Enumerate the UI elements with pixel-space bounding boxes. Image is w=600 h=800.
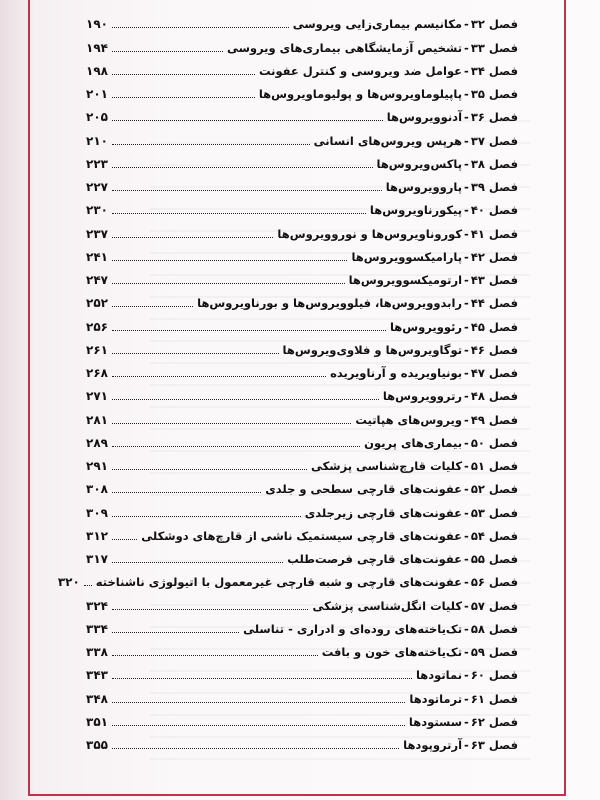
chapter-label: فصل ۴۰ (470, 203, 518, 218)
separator-dash: - (464, 668, 469, 683)
chapter-label: فصل ۵۸ (470, 621, 518, 636)
chapter-label: فصل ۵۳ (470, 505, 518, 520)
toc-row (86, 543, 518, 566)
page-number: ۳۰۸ (86, 482, 108, 497)
dot-leader (112, 561, 283, 563)
separator-dash: - (464, 17, 469, 32)
separator-dash: - (464, 63, 469, 78)
dot-leader (112, 515, 301, 517)
chapter-label: فصل ۴۹ (470, 412, 518, 427)
chapter-label: فصل ۵۲ (470, 482, 518, 497)
toc-row (86, 148, 518, 171)
toc-row (86, 380, 518, 403)
separator-dash: - (464, 40, 469, 55)
page-number: ۳۱۲ (86, 528, 108, 543)
page-number: ۲۹۱ (86, 459, 108, 473)
dot-leader (112, 143, 310, 145)
separator-dash: - (464, 319, 469, 334)
dot-leader (112, 189, 382, 191)
separator-dash: - (464, 203, 469, 218)
separator-dash: - (464, 598, 469, 613)
dot-leader (112, 422, 351, 424)
chapter-label: فصل ۵۴ (470, 528, 518, 543)
page-number: ۳۳۸ (86, 645, 108, 659)
chapter-title: عوامل ضد ویروسی و کنترل عفونت (258, 63, 463, 78)
page-number: ۲۳۰ (86, 203, 108, 218)
toc-row (86, 729, 518, 752)
page-number: ۳۴۳ (86, 668, 108, 683)
separator-dash: - (464, 714, 469, 729)
separator-dash: - (464, 133, 469, 148)
toc-row (86, 473, 518, 496)
page-number: ۲۳۷ (86, 226, 108, 241)
toc-row (86, 78, 518, 101)
toc-row (86, 217, 518, 240)
separator-dash: - (464, 552, 469, 566)
chapter-label: فصل ۴۱ (470, 226, 518, 241)
separator-dash: - (464, 621, 469, 636)
page-number: ۲۴۷ (86, 273, 108, 287)
separator-dash: - (464, 691, 469, 706)
toc-row (86, 310, 518, 333)
toc-row (86, 682, 518, 705)
page-number: ۳۰۹ (86, 505, 108, 520)
chapter-title: کوروناویروس‌ها و نوروویروس‌ها (277, 226, 463, 241)
chapter-title: تشخیص آزمایشگاهی بیماری‌های ویروسی (226, 40, 463, 55)
page-number: ۲۴۱ (86, 249, 108, 264)
page-number: ۳۴۸ (86, 691, 108, 706)
toc-row (86, 194, 518, 217)
dot-leader (112, 654, 318, 656)
toc-row (86, 101, 518, 124)
toc-row (86, 55, 518, 78)
chapter-title: عفونت‌های قارچی زیرجلدی (304, 505, 463, 520)
chapter-label: فصل ۴۸ (470, 389, 518, 404)
page-number: ۳۲۰ (57, 575, 80, 590)
dot-leader (112, 724, 405, 726)
chapter-label: فصل ۵۷ (470, 598, 518, 613)
toc-row (86, 31, 518, 54)
chapter-label: فصل ۴۵ (470, 319, 518, 334)
separator-dash: - (464, 738, 469, 752)
chapter-title: تک‌یاخته‌های روده‌ای و ادراری - تناسلی (243, 621, 463, 636)
chapter-title: عفونت‌های قارچی سطحی و جلدی (265, 482, 463, 497)
page-number: ۲۰۵ (86, 110, 108, 125)
chapter-label: فصل ۶۱ (470, 691, 518, 706)
page-number: ۳۲۴ (86, 598, 108, 613)
toc-row (86, 357, 518, 380)
chapter-title: کلیات انگل‌شناسی پزشکی (312, 598, 463, 613)
chapter-title: پاکس‌ویروس‌ها (376, 156, 463, 171)
page-number: ۱۹۸ (86, 63, 108, 78)
toc-row (86, 124, 518, 147)
toc-row (86, 613, 518, 636)
page-number: ۲۸۹ (86, 435, 108, 450)
chapter-title: ارتومیکسوویروس‌ها (348, 273, 463, 287)
chapter-label: فصل ۴۳ (470, 273, 518, 287)
toc-row (86, 334, 518, 357)
chapter-label: فصل ۳۴ (470, 63, 518, 78)
dot-leader (112, 259, 348, 261)
toc-row (86, 287, 518, 310)
separator-dash: - (464, 575, 469, 590)
chapter-label: فصل ۶۰ (470, 668, 518, 683)
page-number: ۳۳۴ (86, 621, 108, 636)
dot-leader (84, 584, 92, 586)
chapter-label: فصل ۶۲ (470, 714, 518, 729)
dot-leader (112, 212, 366, 214)
chapter-title: پیکورناویروس‌ها (369, 203, 463, 218)
dot-leader (112, 375, 326, 377)
toc-row (86, 171, 518, 194)
table-of-contents (57, 8, 518, 752)
chapter-label: فصل ۶۳ (470, 738, 518, 752)
dot-leader (112, 677, 412, 679)
separator-dash: - (464, 366, 469, 380)
chapter-label: فصل ۴۷ (470, 366, 518, 380)
chapter-title: تک‌یاخته‌های خون و بافت (321, 645, 463, 659)
chapter-title: نماتودها (415, 668, 463, 683)
chapter-label: فصل ۴۲ (470, 249, 518, 264)
dot-leader (112, 329, 386, 331)
chapter-title: عفونت‌های قارچی و شبه قارچی غیرمعمول با اتیولوژی ناشناخته (95, 575, 463, 590)
separator-dash: - (464, 226, 469, 241)
separator-dash: - (464, 459, 469, 473)
dot-leader (112, 631, 239, 633)
page-number: ۲۶۱ (86, 342, 108, 357)
toc-row (86, 427, 518, 450)
separator-dash: - (464, 528, 469, 543)
chapter-label: فصل ۵۱ (470, 459, 518, 473)
separator-dash: - (464, 87, 469, 101)
chapter-label: فصل ۵۶ (470, 575, 518, 590)
chapter-label: فصل ۳۲ (470, 17, 518, 32)
page-number: ۲۵۲ (86, 296, 108, 311)
separator-dash: - (464, 110, 469, 125)
page-number: ۱۹۰ (86, 17, 108, 32)
toc-row (86, 520, 518, 543)
separator-dash: - (464, 296, 469, 311)
separator-dash: - (464, 435, 469, 450)
dot-leader (112, 398, 379, 400)
chapter-label: فصل ۳۷ (470, 133, 518, 148)
chapter-title: ترماتودها (409, 691, 463, 706)
dot-leader (112, 26, 289, 28)
chapter-label: فصل ۴۴ (470, 296, 518, 311)
page-number: ۲۰۱ (86, 87, 108, 101)
chapter-label: فصل ۳۵ (470, 87, 518, 101)
toc-row (86, 403, 518, 426)
toc-row (57, 566, 518, 590)
separator-dash: - (464, 156, 469, 171)
chapter-title: آرتروپودها (403, 738, 463, 752)
dot-leader (112, 608, 309, 610)
separator-dash: - (464, 505, 469, 520)
chapter-title: سستودها (408, 714, 463, 729)
dot-leader (112, 352, 279, 354)
dot-leader (112, 445, 360, 447)
chapter-label: فصل ۴۶ (470, 342, 518, 357)
separator-dash: - (464, 645, 469, 659)
separator-dash: - (464, 273, 469, 287)
dot-leader (112, 305, 193, 307)
chapter-title: رتروویروس‌ها (382, 389, 463, 404)
separator-dash: - (464, 342, 469, 357)
chapter-label: فصل ۳۶ (470, 110, 518, 125)
chapter-title: عفونت‌های قارچی سیستمیک ناشی از قارچ‌های دوشکلی (141, 528, 463, 543)
separator-dash: - (464, 482, 469, 497)
chapter-label: فصل ۵۵ (470, 552, 518, 566)
toc-row (86, 589, 518, 612)
page-number: ۳۵۱ (86, 714, 108, 729)
toc-row (86, 264, 518, 287)
page-number: ۳۵۵ (86, 738, 108, 752)
toc-row (86, 450, 518, 473)
separator-dash: - (464, 249, 469, 264)
page-number: ۲۷۱ (86, 389, 108, 404)
chapter-title: پارامیکسوویروس‌ها (351, 249, 463, 264)
dot-leader (112, 50, 223, 52)
dot-leader (112, 491, 261, 493)
page-number: ۲۲۷ (86, 180, 108, 194)
chapter-label: فصل ۵۰ (470, 435, 518, 450)
chapter-title: بیماری‌های پریون (364, 435, 463, 450)
dot-leader (112, 166, 373, 168)
chapter-title: پاروویروس‌ها (385, 180, 463, 194)
dot-leader (112, 747, 399, 749)
dot-leader (112, 119, 383, 121)
chapter-title: آدنوویروس‌ها (386, 110, 463, 125)
toc-row (86, 636, 518, 659)
chapter-title: توگاویروس‌ها و فلاوی‌ویروس‌ها (282, 342, 463, 357)
chapter-label: فصل ۳۳ (470, 40, 518, 55)
page-number: ۲۵۶ (86, 319, 108, 334)
separator-dash: - (464, 180, 469, 194)
dot-leader (112, 701, 405, 703)
chapter-label: فصل ۳۸ (470, 156, 518, 171)
chapter-title: رابدوویروس‌ها، فیلوویروس‌ها و بورناویروس‌ها (197, 296, 463, 311)
dot-leader (112, 73, 255, 75)
page-number: ۲۶۸ (86, 366, 108, 380)
page-number: ۲۱۰ (86, 133, 108, 148)
dot-leader (112, 538, 137, 540)
dot-leader (112, 96, 255, 98)
chapter-title: بونیاویریده و آرناویریده (330, 366, 463, 380)
toc-row (86, 241, 518, 264)
separator-dash: - (464, 389, 469, 404)
chapter-title: پاپیلوماویروس‌ها و پولیوماویروس‌ها (258, 87, 463, 101)
chapter-title: رئوویروس‌ها (389, 319, 463, 334)
page-number: ۳۱۷ (86, 552, 108, 566)
toc-row (86, 8, 518, 31)
chapter-label: فصل ۵۹ (470, 645, 518, 659)
toc-row (86, 496, 518, 519)
dot-leader (112, 468, 307, 470)
toc-row (86, 659, 518, 682)
chapter-title: کلیات قارچ‌شناسی پزشکی (310, 459, 463, 473)
chapter-title: عفونت‌های قارچی فرصت‌طلب (287, 552, 463, 566)
dot-leader (112, 282, 345, 284)
separator-dash: - (464, 412, 469, 427)
chapter-title: ویروس‌های هپاتیت (355, 412, 463, 427)
chapter-label: فصل ۳۹ (470, 180, 518, 194)
dot-leader (112, 236, 273, 238)
chapter-title: مکانیسم بیماری‌زایی ویروسی (292, 17, 463, 32)
page-number: ۲۸۱ (86, 412, 108, 427)
toc-row (86, 706, 518, 729)
page-number: ۲۲۳ (86, 156, 108, 171)
chapter-title: هرپس ویروس‌های انسانی (313, 133, 463, 148)
page-number: ۱۹۴ (86, 40, 108, 55)
